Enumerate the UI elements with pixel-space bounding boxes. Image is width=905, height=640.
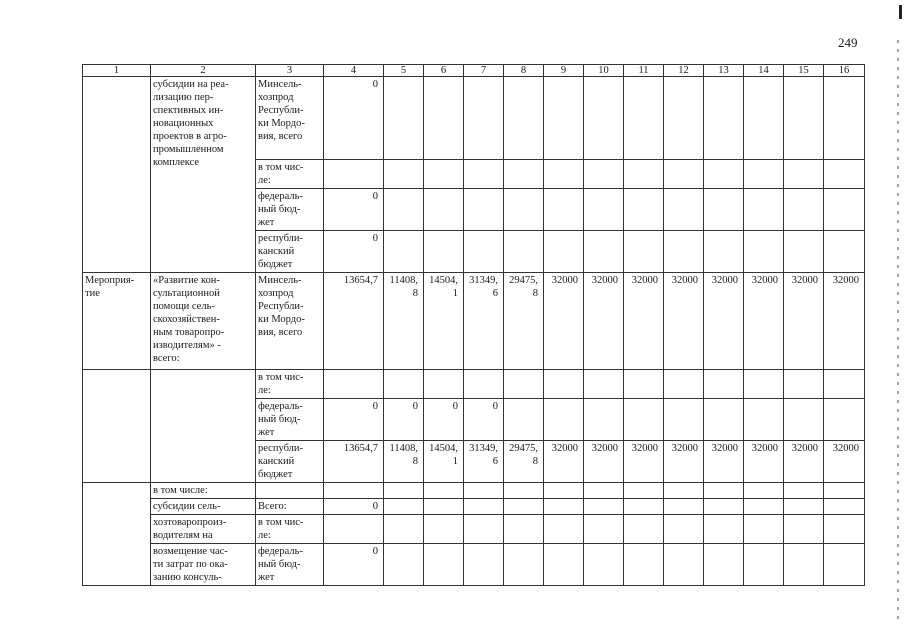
budget-table xyxy=(82,64,865,586)
table-row xyxy=(83,77,865,160)
source-cell: федераль- ный бюд- жет xyxy=(256,544,324,586)
table-row xyxy=(83,273,865,370)
source-cell: в том чис- ле: xyxy=(256,160,324,189)
event-type-cell xyxy=(83,77,151,273)
value-cell: 29475, 8 xyxy=(504,441,544,483)
value-cell: 0 xyxy=(384,399,424,441)
program-name-cell: «Развитие кон- сультационной помощи сель- скохозяйствен- ным товаропро- изводителям» - всего: xyxy=(151,273,256,370)
col-header-1: 1 xyxy=(83,65,151,77)
table-row xyxy=(83,370,865,399)
value-cell: 32000 xyxy=(624,273,664,370)
value-cell: 32000 xyxy=(544,441,584,483)
value-cell: 0 xyxy=(324,544,384,586)
col-header-14: 14 xyxy=(744,65,784,77)
source-cell: Минсель- хозпрод Республи- ки Мордо- вия, всего xyxy=(256,273,324,370)
col-header-4: 4 xyxy=(324,65,384,77)
value-cell: 32000 xyxy=(584,273,624,370)
col-header-9: 9 xyxy=(544,65,584,77)
col-header-6: 6 xyxy=(424,65,464,77)
value-cell: 31349, 6 xyxy=(464,441,504,483)
source-cell: федераль- ный бюд- жет xyxy=(256,189,324,231)
value-cell: 32000 xyxy=(664,441,704,483)
col-header-2: 2 xyxy=(151,65,256,77)
table-row xyxy=(83,544,865,586)
header-row xyxy=(83,65,865,77)
value-cell: 11408, 8 xyxy=(384,273,424,370)
value-cell: 32000 xyxy=(784,441,824,483)
col-header-12: 12 xyxy=(664,65,704,77)
value-cell: 0 xyxy=(464,399,504,441)
source-cell: Минсель- хозпрод Республи- ки Мордо- вия, всего xyxy=(256,77,324,160)
source-cell: Всего: xyxy=(256,499,324,515)
value-cell: 0 xyxy=(324,231,384,273)
event-type-cell xyxy=(83,370,151,483)
program-name-cell: субсидии на реа- лизацию пер- спективных ин- новационных проектов в агро- промышленном комплексе xyxy=(151,77,256,273)
value-cell: 13654,7 xyxy=(324,273,384,370)
value-cell: 14504, 1 xyxy=(424,441,464,483)
value-cell: 29475, 8 xyxy=(504,273,544,370)
col-header-3: 3 xyxy=(256,65,324,77)
col-header-5: 5 xyxy=(384,65,424,77)
value-cell: 32000 xyxy=(744,273,784,370)
value-cell: 0 xyxy=(424,399,464,441)
value-cell: 13654,7 xyxy=(324,441,384,483)
col-header-8: 8 xyxy=(504,65,544,77)
value-cell: 32000 xyxy=(784,273,824,370)
source-cell: в том чис- ле: xyxy=(256,515,324,544)
col-header-13: 13 xyxy=(704,65,744,77)
col-header-7: 7 xyxy=(464,65,504,77)
value-cell: 0 xyxy=(324,499,384,515)
program-name-cell: хозтоваропроиз- водителям на xyxy=(151,515,256,544)
source-cell: федераль- ный бюд- жет xyxy=(256,399,324,441)
scan-edge-noise xyxy=(897,40,899,620)
value-cell: 0 xyxy=(324,77,384,160)
value-cell: 0 xyxy=(324,189,384,231)
col-header-15: 15 xyxy=(784,65,824,77)
table-row xyxy=(83,483,865,499)
event-type-cell xyxy=(83,483,151,586)
value-cell: 32000 xyxy=(744,441,784,483)
col-header-11: 11 xyxy=(624,65,664,77)
value-cell: 11408, 8 xyxy=(384,441,424,483)
table-row xyxy=(83,515,865,544)
program-name-cell: возмещение час- ти затрат по ока- занию консуль- xyxy=(151,544,256,586)
value-cell: 32000 xyxy=(624,441,664,483)
value-cell: 32000 xyxy=(664,273,704,370)
value-cell: 32000 xyxy=(824,273,865,370)
value-cell: 32000 xyxy=(824,441,865,483)
program-name-cell: субсидии сель- xyxy=(151,499,256,515)
col-header-10: 10 xyxy=(584,65,624,77)
event-type-cell: Мероприя- тие xyxy=(83,273,151,370)
source-cell: республи- канский бюджет xyxy=(256,441,324,483)
col-header-16: 16 xyxy=(824,65,865,77)
program-name-cell: в том числе: xyxy=(151,483,256,499)
value-cell: 32000 xyxy=(584,441,624,483)
value-cell: 14504, 1 xyxy=(424,273,464,370)
value-cell: 32000 xyxy=(704,273,744,370)
value-cell: 31349, 6 xyxy=(464,273,504,370)
source-cell: республи- канский бюджет xyxy=(256,231,324,273)
value-cell: 0 xyxy=(324,399,384,441)
value-cell: 32000 xyxy=(704,441,744,483)
value-cell: 32000 xyxy=(544,273,584,370)
page-number: 249 xyxy=(838,35,858,50)
program-name-cell xyxy=(151,370,256,483)
table-row xyxy=(83,499,865,515)
source-cell: в том чис- ле: xyxy=(256,370,324,399)
scan-edge-mark xyxy=(899,5,902,19)
